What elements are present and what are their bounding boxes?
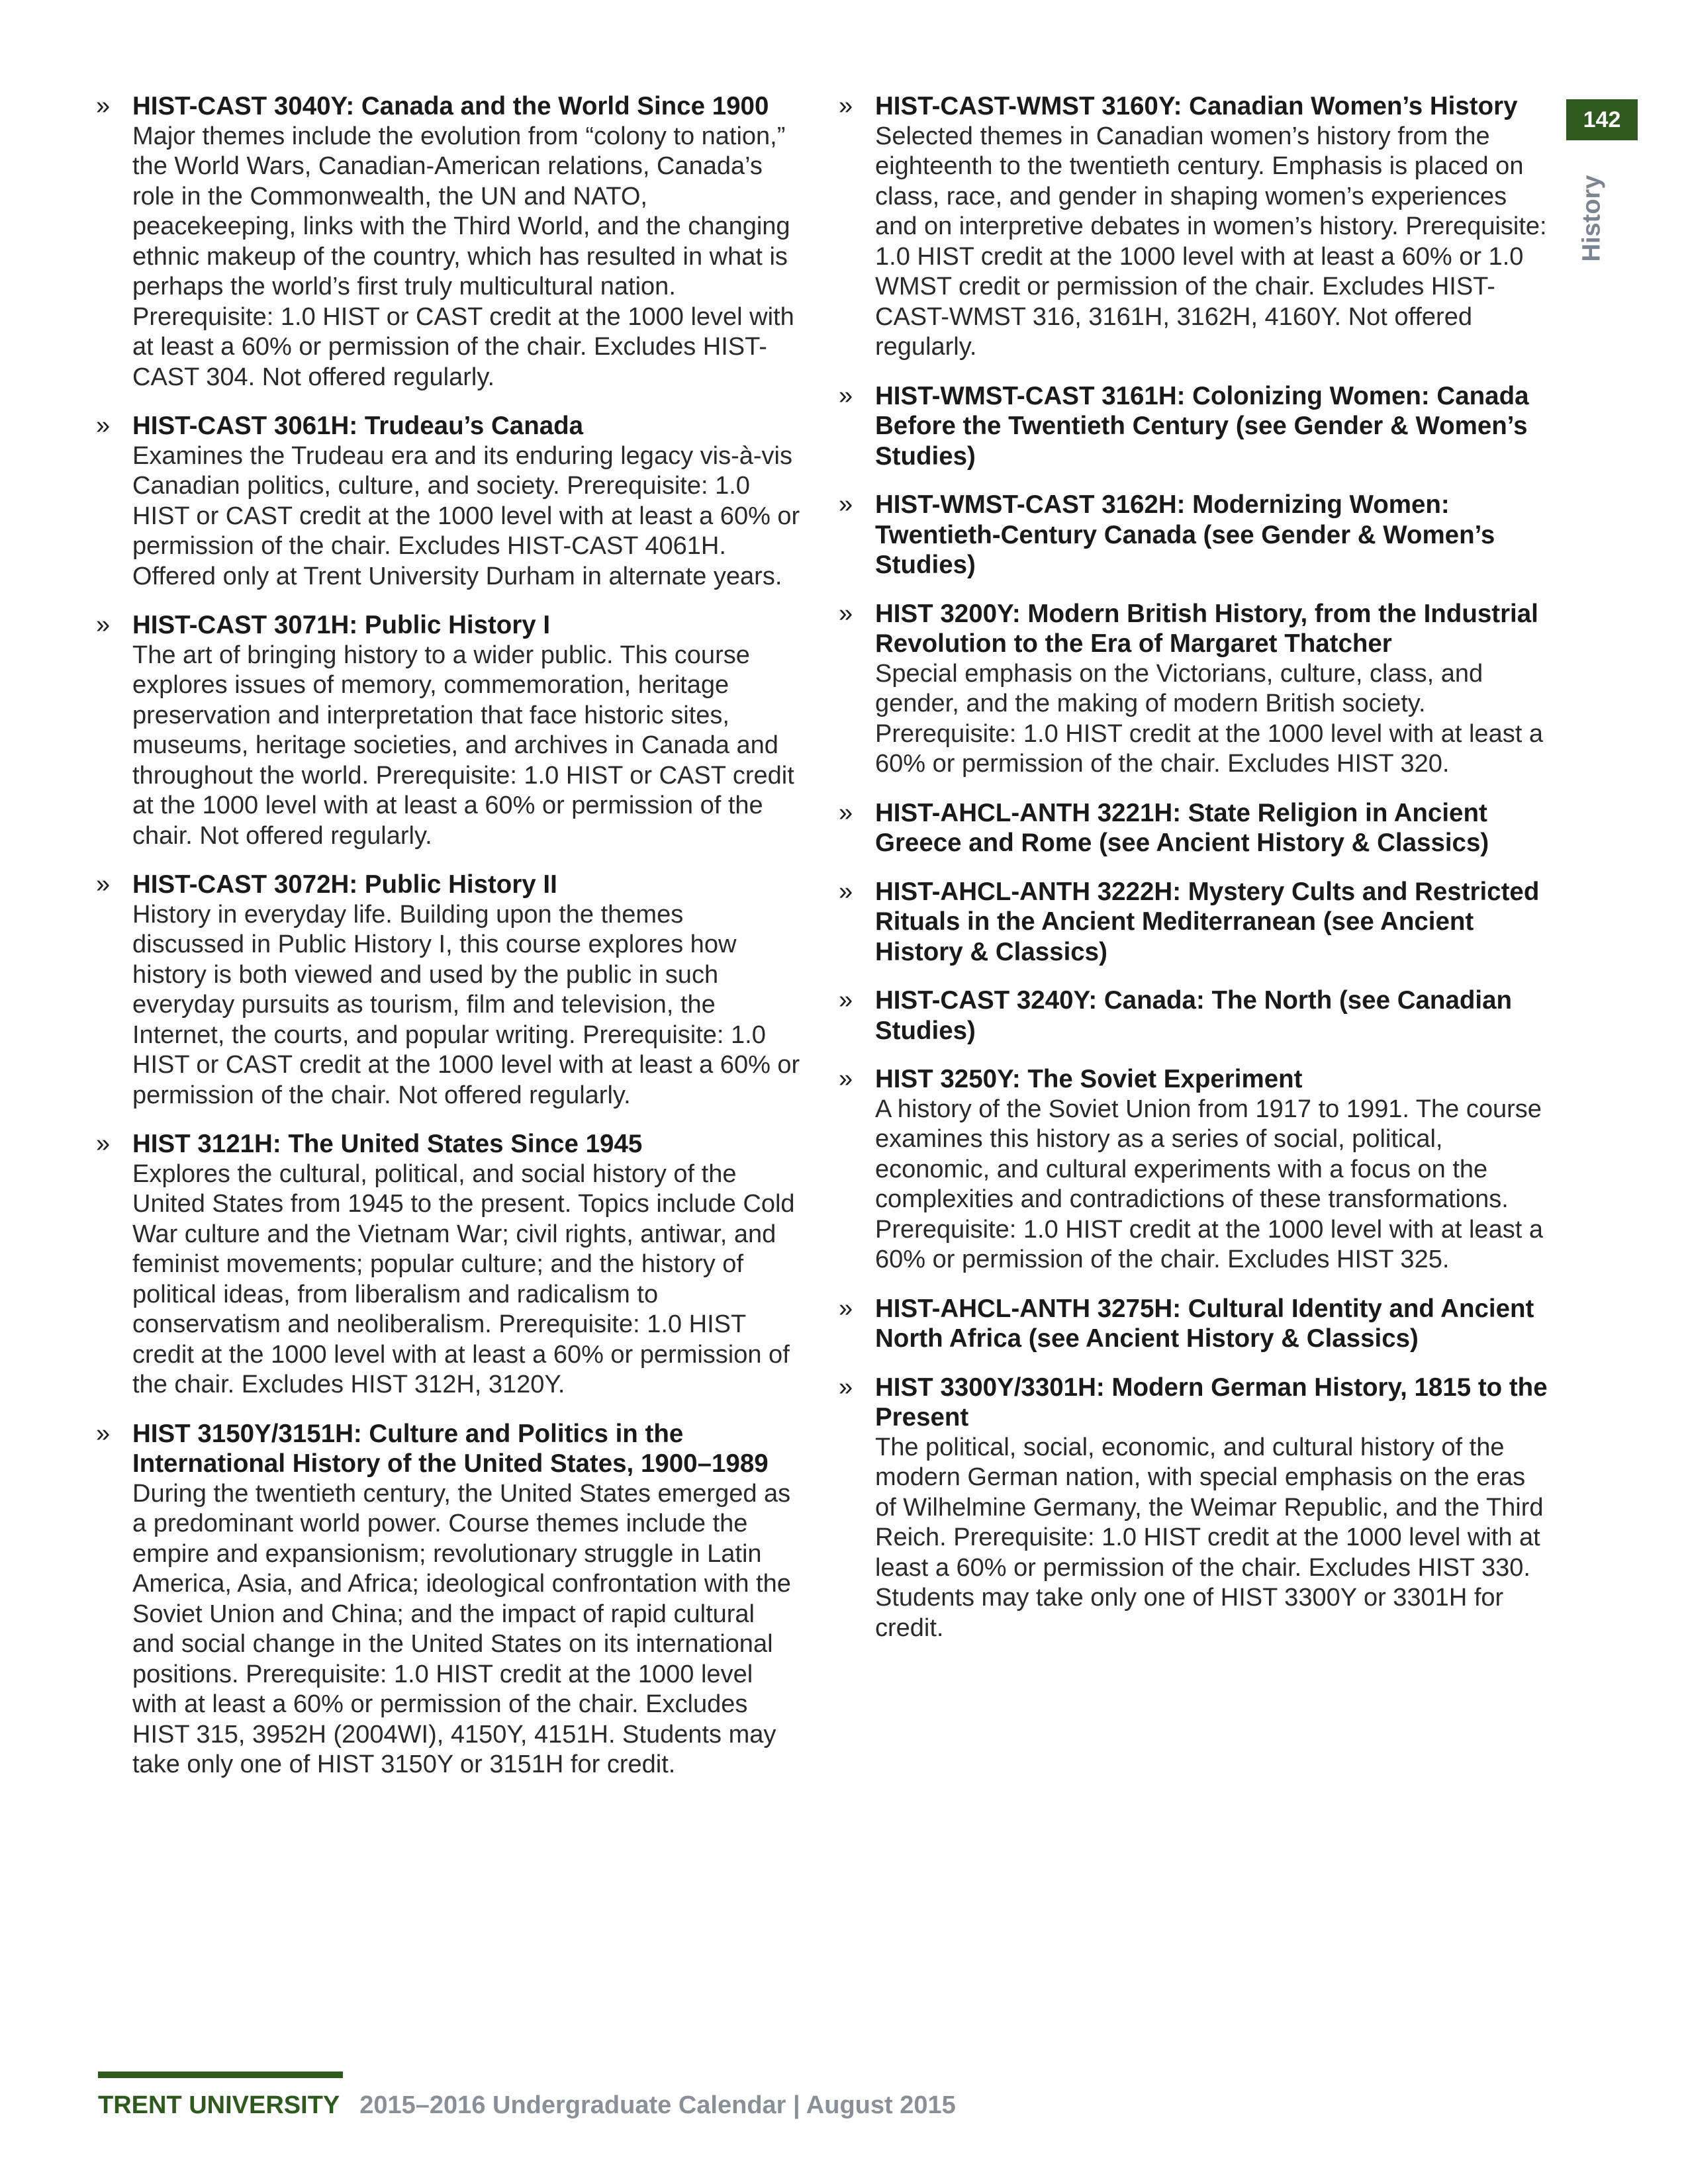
course-title: HIST-CAST 3071H: Public History I [132, 611, 551, 639]
bullet-marker: » [839, 877, 853, 905]
course-entry [839, 877, 1550, 968]
course-title: HIST 3150Y/3151H: Culture and Politics in the International History of the United States, 1900–1989 [132, 1419, 769, 1478]
bullet-marker: » [839, 1294, 853, 1322]
course-description: History in everyday life. Building upon the themes discussed in Public History I, this course explores how history is both viewed and used by the public in such everyday pursuits as tourism, film and television, the Internet, the courts, and popular writing. Prerequisite: 1.0 HIST or CAST credit at the 1000 level with at least a 60% or permission of the chair. Not offered regularly. [132, 900, 800, 1109]
bullet-marker: » [839, 490, 853, 518]
course-title: HIST-AHCL-ANTH 3221H: State Religion in Ancient Greece and Rome (see Ancient History & Classics) [875, 798, 1489, 857]
course-title: HIST 3250Y: The Soviet Experiment [875, 1065, 1303, 1093]
course-entry [96, 1129, 801, 1400]
course-description: During the twentieth century, the United States emerged as a predominant world power. Course themes include the empire and expansionism; revolutionary struggle in Latin America, Asia, and Africa; ideological confrontation with the Soviet Union and China; and the impact of rapid cultural and social change in the United States on its international positions. Prerequisite: 1.0 HIST credit at the 1000 level with at least a 60% or permission of the chair. Excludes HIST 315, 3952H (2004WI), 4150Y, 4151H. Students may take only one of HIST 3150Y or 3151H for credit. [132, 1479, 791, 1778]
section-label: History [1577, 175, 1606, 262]
bullet-marker: » [839, 599, 853, 627]
footer-university: TRENT UNIVERSITY [98, 2091, 340, 2119]
course-description: A history of the Soviet Union from 1917 to 1991. The course examines this history as a series of social, political, economic, and cultural experiments with a focus on the complexities and contradictions of these transformations. Prerequisite: 1.0 HIST credit at the 1000 level with at least a 60% or permission of the chair. Excludes HIST 325. [875, 1095, 1543, 1273]
course-description: Explores the cultural, political, and social history of the United States from 1945 to the present. Topics include Cold War culture and the Vietnam War; civil rights, antiwar, and feminist movements; popular culture; and the history of political ideas, from liberalism and radicalism to conservatism and neoliberalism. Prerequisite: 1.0 HIST credit at the 1000 level with at least a 60% or permission of the chair. Excludes HIST 312H, 3120Y. [132, 1160, 795, 1398]
course-title: HIST 3200Y: Modern British History, from the Industrial Revolution to the Era of Margaret Thatcher [875, 599, 1538, 658]
course-entry [96, 1419, 801, 1780]
right-column [839, 91, 1550, 1662]
course-title: HIST-CAST-WMST 3160Y: Canadian Women’s History [875, 92, 1518, 120]
course-description: Selected themes in Canadian women’s history from the eighteenth to the twentieth century. Emphasis is placed on class, race, and gender in shaping women’s experiences and on interpretive debates in women’s history. Prerequisite: 1.0 HIST credit at the 1000 level with at least a 60% or 1.0 WMST credit or permission of the chair. Excludes HIST-CAST-WMST 316, 3161H, 3162H, 4160Y. Not offered regularly. [875, 122, 1547, 361]
course-title: HIST-AHCL-ANTH 3275H: Cultural Identity and Ancient North Africa (see Ancient History & Classics) [875, 1294, 1534, 1353]
course-entry [96, 610, 801, 851]
bullet-marker: » [839, 1065, 853, 1093]
footer-calendar: 2015–2016 Undergraduate Calendar | August 2015 [359, 2091, 956, 2119]
footer [98, 2091, 956, 2120]
bullet-marker: » [96, 412, 111, 439]
course-entry [96, 91, 801, 392]
course-title: HIST 3121H: The United States Since 1945 [132, 1130, 643, 1158]
bullet-marker: » [839, 92, 853, 120]
course-title: HIST-CAST 3072H: Public History II [132, 870, 557, 899]
course-entry [839, 381, 1550, 472]
bullet-marker: » [96, 92, 111, 120]
course-description: The political, social, economic, and cultural history of the modern German nation, with special emphasis on the eras of Wilhelmine Germany, the Weimar Republic, and the Third Reich. Prerequisite: 1.0 HIST credit at the 1000 level with at least a 60% or permission of the chair. Excludes HIST 330. Students may take only one of HIST 3300Y or 3301H for credit. [875, 1433, 1544, 1642]
course-entry [839, 985, 1550, 1046]
course-title: HIST 3300Y/3301H: Modern German History, 1815 to the Present [875, 1373, 1548, 1432]
course-entry [96, 411, 801, 592]
course-entry [839, 1373, 1550, 1644]
course-description: Major themes include the evolution from “colony to nation,” the World Wars, Canadian-American relations, Canada’s role in the Commonwealth, the UN and NATO, peacekeeping, links with the Third World, and the changing ethnic makeup of the country, which has resulted in what is perhaps the world’s first truly multicultural nation. Prerequisite: 1.0 HIST or CAST credit at the 1000 level with at least a 60% or permission of the chair. Excludes HIST-CAST 304. Not offered regularly. [132, 122, 794, 391]
course-entry [839, 1294, 1550, 1354]
course-title: HIST-CAST 3040Y: Canada and the World Since 1900 [132, 92, 769, 120]
course-title: HIST-WMST-CAST 3161H: Colonizing Women: Canada Before the Twentieth Century (see Gender & Women’s Studies) [875, 381, 1529, 471]
course-entry [839, 91, 1550, 363]
bullet-marker: » [839, 1373, 853, 1401]
course-title: HIST-WMST-CAST 3162H: Modernizing Women: Twentieth-Century Canada (see Gender & Women’s Studies) [875, 490, 1495, 579]
bullet-marker: » [96, 870, 111, 898]
bullet-marker: » [839, 381, 853, 410]
course-description: Examines the Trudeau era and its enduring legacy vis-à-vis Canadian politics, culture, and society. Prerequisite: 1.0 HIST or CAST credit at the 1000 level with at least a 60% or permission of the chair. Excludes HIST-CAST 4061H. Offered only at Trent University Durham in alternate years. [132, 441, 800, 590]
course-title: HIST-CAST 3240Y: Canada: The North (see Canadian Studies) [875, 986, 1512, 1045]
bullet-marker: » [839, 798, 853, 827]
course-description: Special emphasis on the Victorians, culture, class, and gender, and the making of modern British society. Prerequisite: 1.0 HIST credit at the 1000 level with at least a 60% or permission of the chair. Excludes HIST 320. [875, 659, 1543, 778]
left-column [96, 91, 801, 1799]
course-description: The art of bringing history to a wider public. This course explores issues of memory, commemoration, heritage preservation and interpretation that face historic sites, museums, heritage societies, and archives in Canada and throughout the world. Prerequisite: 1.0 HIST or CAST credit at the 1000 level with at least a 60% or permission of the chair. Not offered regularly. [132, 641, 794, 850]
bullet-marker: » [96, 611, 111, 639]
course-entry [839, 798, 1550, 858]
course-entry [839, 490, 1550, 580]
course-entry [96, 870, 801, 1111]
course-entry [839, 1064, 1550, 1275]
page-number-badge: 142 [1566, 99, 1638, 140]
bullet-marker: » [96, 1130, 111, 1158]
bullet-marker: » [839, 986, 853, 1014]
course-title: HIST-AHCL-ANTH 3222H: Mystery Cults and Restricted Rituals in the Ancient Mediterranean (see Ancient History & Classics) [875, 877, 1540, 966]
course-title: HIST-CAST 3061H: Trudeau’s Canada [132, 412, 584, 440]
bullet-marker: » [96, 1419, 111, 1447]
footer-rule [98, 2071, 343, 2078]
course-entry [839, 599, 1550, 780]
